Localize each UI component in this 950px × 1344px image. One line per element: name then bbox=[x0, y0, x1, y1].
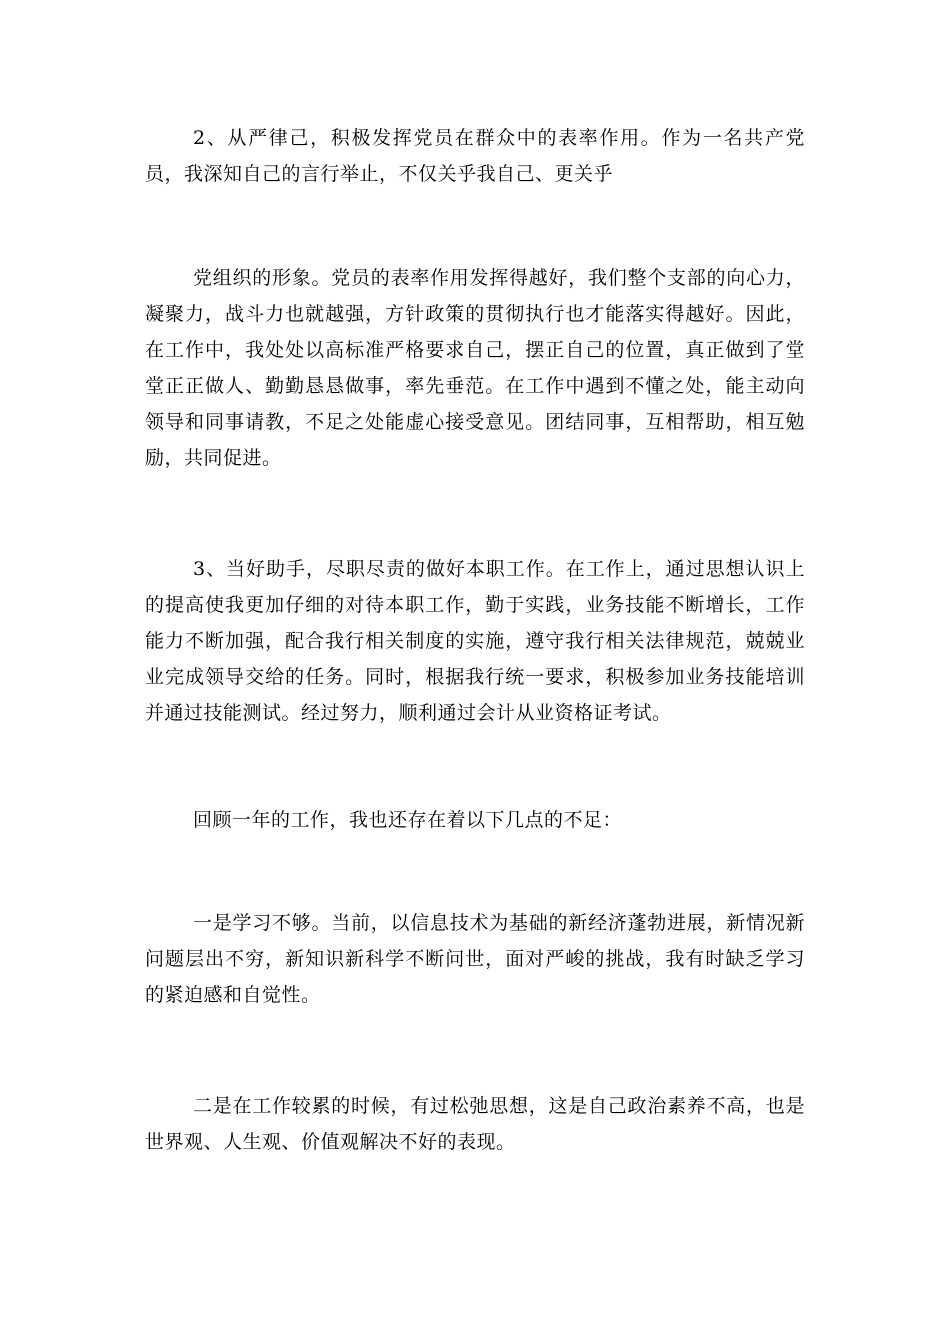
paragraph-shortcoming-study: 一是学习不够。当前，以信息技术为基础的新经济蓬勃进展，新情况新问题层出不穷，新知识新科学不断问世，面对严峻的挑战，我有时缺乏学习的紧迫感和自觉性。 bbox=[145, 912, 805, 1006]
paragraph-party-image: 党组织的形象。党员的表率作用发挥得越好，我们整个支部的向心力，凝聚力，战斗力也就越强，方针政策的贯彻执行也才能落实得越好。因此，在工作中，我处处以高标准严格要求自己，摆正自己的位置，真正做到了堂堂正正做人、勤勤恳恳做事，率先垂范。在工作中遇到不懂之处，能主动向领导和同事请教，不足之处能虚心接受意见。团结同事，互相帮助，相互勉励，共同促进。 bbox=[145, 267, 805, 469]
paragraph-review-intro: 回顾一年的工作，我也还存在着以下几点的不足： bbox=[193, 809, 623, 831]
paragraph-discipline: 2、从严律己，积极发挥党员在群众中的表率作用。作为一名共产党员，我深知自己的言行举止，不仅关乎我自己、更关乎 bbox=[145, 127, 805, 185]
paragraph-duties: 3、当好助手，尽职尽责的做好本职工作。在工作上，通过思想认识上的提高使我更加仔细的对待本职工作，勤于实践，业务技能不断增长，工作能力不断加强，配合我行相关制度的实施，遵守我行相关法律规范，兢兢业业完成领导交给的任务。同时，根据我行统一要求，积极参加业务技能培训并通过技能测试。经过努力，顺利通过会计从业资格证考试。 bbox=[145, 558, 805, 724]
paragraph-shortcoming-attitude: 二是在工作较累的时候，有过松弛思想，这是自己政治素养不高，也是世界观、人生观、价值观解决不好的表现。 bbox=[145, 1095, 805, 1153]
